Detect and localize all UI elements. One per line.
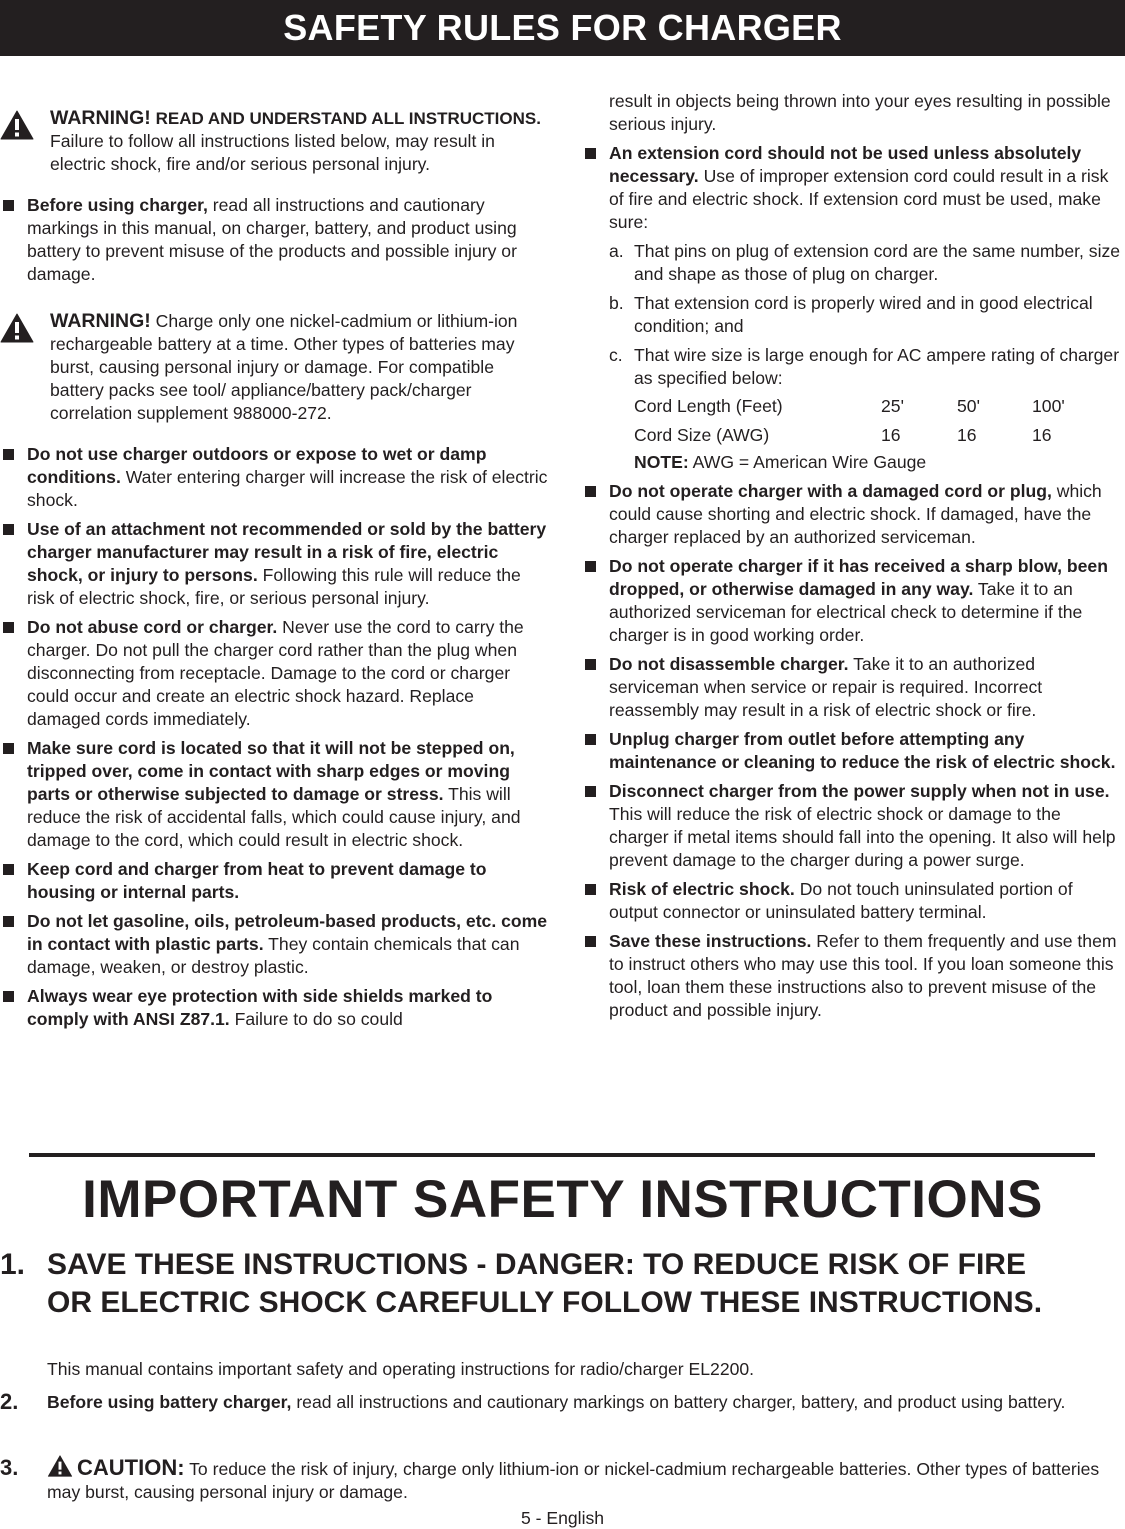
list-item (582, 728, 1125, 774)
list-item (582, 780, 1125, 872)
item-bold: Always wear eye protection with side shields marked to comply with ANSI Z87.1. (27, 986, 493, 1029)
warning-text: Charge only one nickel-cadmium or lithium-ion rechargeable battery at a time. Other types of batteries may burst, causing personal injury or damage. For compatible battery packs see tool/ appliance/battery pack/charger correlation supplement 988000-272. (50, 311, 518, 423)
sub-item-letter: c. (609, 345, 623, 365)
item-number: 3. (0, 1455, 19, 1480)
bullet-square-icon (585, 884, 596, 895)
left-column (0, 90, 550, 1031)
bullet-square-icon (3, 916, 14, 927)
table-row (634, 421, 1125, 450)
item-text: Failure to do so could (234, 1009, 403, 1029)
item-bold: Before using charger, (27, 195, 208, 215)
item-bold: Do not abuse cord or charger. (27, 617, 278, 637)
list-item (0, 518, 550, 610)
page-title: SAFETY RULES FOR CHARGER (283, 7, 842, 48)
item-bold: An extension cord should not be used unless absolutely necessary. (609, 143, 1082, 186)
bullet-square-icon (585, 561, 596, 572)
important-title: IMPORTANT SAFETY INSTRUCTIONS (82, 1170, 1043, 1229)
warning-block (0, 310, 550, 425)
list-item (0, 443, 550, 512)
caution-label: CAUTION: (77, 1455, 185, 1480)
bullet-square-icon (585, 936, 596, 947)
bullet-square-icon (585, 659, 596, 670)
item-text: read all instructions and cautionary markings on battery charger, battery, and product using battery. (296, 1392, 1066, 1412)
bullet-square-icon (3, 200, 14, 211)
item-bold: Before using battery charger, (47, 1392, 292, 1412)
item-heading: SAVE THESE INSTRUCTIONS - DANGER: TO REDUCE RISK OF FIRE OR ELECTRIC SHOCK CAREFULLY FOLLOW THESE INSTRUCTIONS. (47, 1248, 1043, 1319)
item-text: read all instructions and cautionary markings in this manual, on charger, battery, and product using battery to prevent misuse of the products and possible injury or damage. (27, 195, 517, 284)
bullet-square-icon (3, 743, 14, 754)
note-text: AWG = American Wire Gauge (692, 452, 927, 472)
list-item (0, 616, 550, 731)
warning-icon (0, 313, 34, 343)
item-body (47, 1455, 1107, 1504)
item-text: This will reduce the risk of electric shock or damage to the charger if metal items should fall into the opening. It also will help prevent damage to the charger during a power surge. (609, 804, 1116, 870)
item-number: 1. (0, 1248, 26, 1281)
item-bold: Do not disassemble charger. (609, 654, 849, 674)
item-text: Never use the cord to carry the charger. Do not pull the charger cord rather than the plug when disconnecting from receptacle. Damage to the cord or charger could occur and create an electric shock hazard. Replace damaged cords immediately. (27, 617, 524, 729)
warning-label: WARNING! (50, 310, 151, 332)
table-cell: Cord Size (AWG) (634, 425, 770, 445)
item-text: To reduce the risk of injury, charge only lithium-ion or nickel-cadmium rechargeable batteries. Other types of batteries may burst, causing personal injury or damage. (47, 1459, 1100, 1502)
item-text: Use of improper extension cord could result in a risk of fire and electric shock. If extension cord must be used, make sure: (609, 166, 1109, 232)
list-item (582, 142, 1125, 234)
item-bold: Do not operate charger with a damaged cord or plug, (609, 481, 1052, 501)
table-cell: 100' (1032, 396, 1065, 416)
sub-item (582, 240, 1125, 286)
bullet-square-icon (3, 449, 14, 460)
bullet-square-icon (3, 622, 14, 633)
item-bold: Do not use charger outdoors or expose to wet or damp conditions. (27, 444, 487, 487)
item-bold: Disconnect charger from the power supply when not in use. (609, 781, 1110, 801)
item-text: Take it to an authorized serviceman for electrical check to determine if the charger is in good working order. (609, 579, 1083, 645)
bullet-square-icon (3, 524, 14, 535)
item-bold: Risk of electric shock. (609, 879, 795, 899)
sub-item (582, 344, 1125, 390)
item-text: This manual contains important safety and operating instructions for radio/charger EL2200. (47, 1359, 755, 1379)
list-item (0, 194, 550, 286)
bullet-square-icon (585, 734, 596, 745)
item-bold: Do not operate charger if it has received a sharp blow, been dropped, or otherwise damaged in any way. (609, 556, 1108, 599)
item-text: Refer to them frequently and use them to instruct others who may use this tool. If you loan someone this tool, loan them these instructions also to prevent misuse of the product and possible injury. (609, 931, 1117, 1020)
list-item (0, 737, 550, 852)
section-divider (29, 1153, 1095, 1157)
page-header (0, 0, 1125, 56)
item-bold: Do not let gasoline, oils, petroleum-based products, etc. come in contact with plastic parts. (27, 911, 548, 954)
continued-text: result in objects being thrown into your eyes resulting in possible serious injury. (609, 91, 1111, 134)
item-number: 2. (0, 1389, 19, 1414)
item-text: Water entering charger will increase the risk of electric shock. (27, 467, 548, 510)
list-item (0, 858, 550, 904)
list-item (582, 930, 1125, 1022)
table-cell: 16 (881, 425, 901, 445)
list-item (582, 555, 1125, 647)
table-cell: Cord Length (Feet) (634, 396, 783, 416)
list-item (0, 910, 550, 979)
list-item (582, 653, 1125, 722)
item-text: Do not touch uninsulated portion of output connector or uninsulated battery terminal. (609, 879, 1073, 922)
bullet-square-icon (585, 786, 596, 797)
item-text: They contain chemicals that can damage, weaken, or destroy plastic. (27, 934, 520, 977)
table-cell: 16 (1032, 425, 1052, 445)
table-row (634, 392, 1125, 421)
warning-label: WARNING! (50, 107, 151, 129)
bullet-square-icon (585, 148, 596, 159)
bullet-square-icon (3, 991, 14, 1002)
table-cell: 16 (957, 425, 977, 445)
right-column (582, 90, 1125, 1022)
warning-block (0, 107, 550, 176)
item-bold: Make sure cord is located so that it will not be stepped on, tripped over, come in contact with sharp edges or moving parts or otherwise subjected to damage or stress. (27, 738, 515, 804)
list-item (582, 480, 1125, 549)
bullet-square-icon (585, 486, 596, 497)
caution-icon (47, 1455, 73, 1477)
item-text: Take it to an authorized serviceman when service or repair is required. Incorrect reassembly may result in a risk of electric shock or fire. (609, 654, 1043, 720)
sub-item-text: That wire size is large enough for AC ampere rating of charger as specified below: (634, 345, 1120, 388)
note-label: NOTE: (634, 452, 689, 472)
sub-item-text: That extension cord is properly wired and in good electrical condition; and (634, 293, 1093, 336)
item-body (47, 1391, 1087, 1414)
list-item (0, 985, 550, 1031)
sub-item (582, 292, 1125, 338)
warning-icon (0, 110, 34, 140)
item-bold: Use of an attachment not recommended or sold by the battery charger manufacturer may result in a risk of fire, electric shock, or injury to persons. (27, 519, 547, 585)
item-text: which could cause shorting and electric shock. If damaged, have the charger replaced by an authorized serviceman. (609, 481, 1102, 547)
table-cell: 50' (957, 396, 980, 416)
bullet-square-icon (3, 864, 14, 875)
item-text: This will reduce the risk of accidental falls, which could cause injury, and damage to the cord, which could result in electric shock. (27, 784, 521, 850)
sub-item-text: That pins on plug of extension cord are the same number, size and shape as those of plug on charger. (634, 241, 1121, 284)
cord-table (634, 392, 1125, 450)
list-item (582, 878, 1125, 924)
sub-item-letter: b. (609, 293, 624, 313)
item-text: Following this rule will reduce the risk of electric shock, fire, or serious personal injury. (27, 565, 521, 608)
note (634, 451, 1125, 474)
item-bold: Save these instructions. (609, 931, 812, 951)
warning-text: Failure to follow all instructions listed below, may result in electric shock, fire and/or serious personal injury. (50, 131, 495, 174)
page-number: 5 - English (520, 1508, 605, 1528)
warning-lead: READ AND UNDERSTAND ALL INSTRUCTIONS. (155, 109, 541, 128)
item-bold: Keep cord and charger from heat to prevent damage to housing or internal parts. (27, 859, 487, 902)
table-cell: 25' (881, 396, 904, 416)
sub-item-letter: a. (609, 241, 624, 261)
item-bold: Unplug charger from outlet before attempting any maintenance or cleaning to reduce the risk of electric shock. (609, 729, 1116, 772)
